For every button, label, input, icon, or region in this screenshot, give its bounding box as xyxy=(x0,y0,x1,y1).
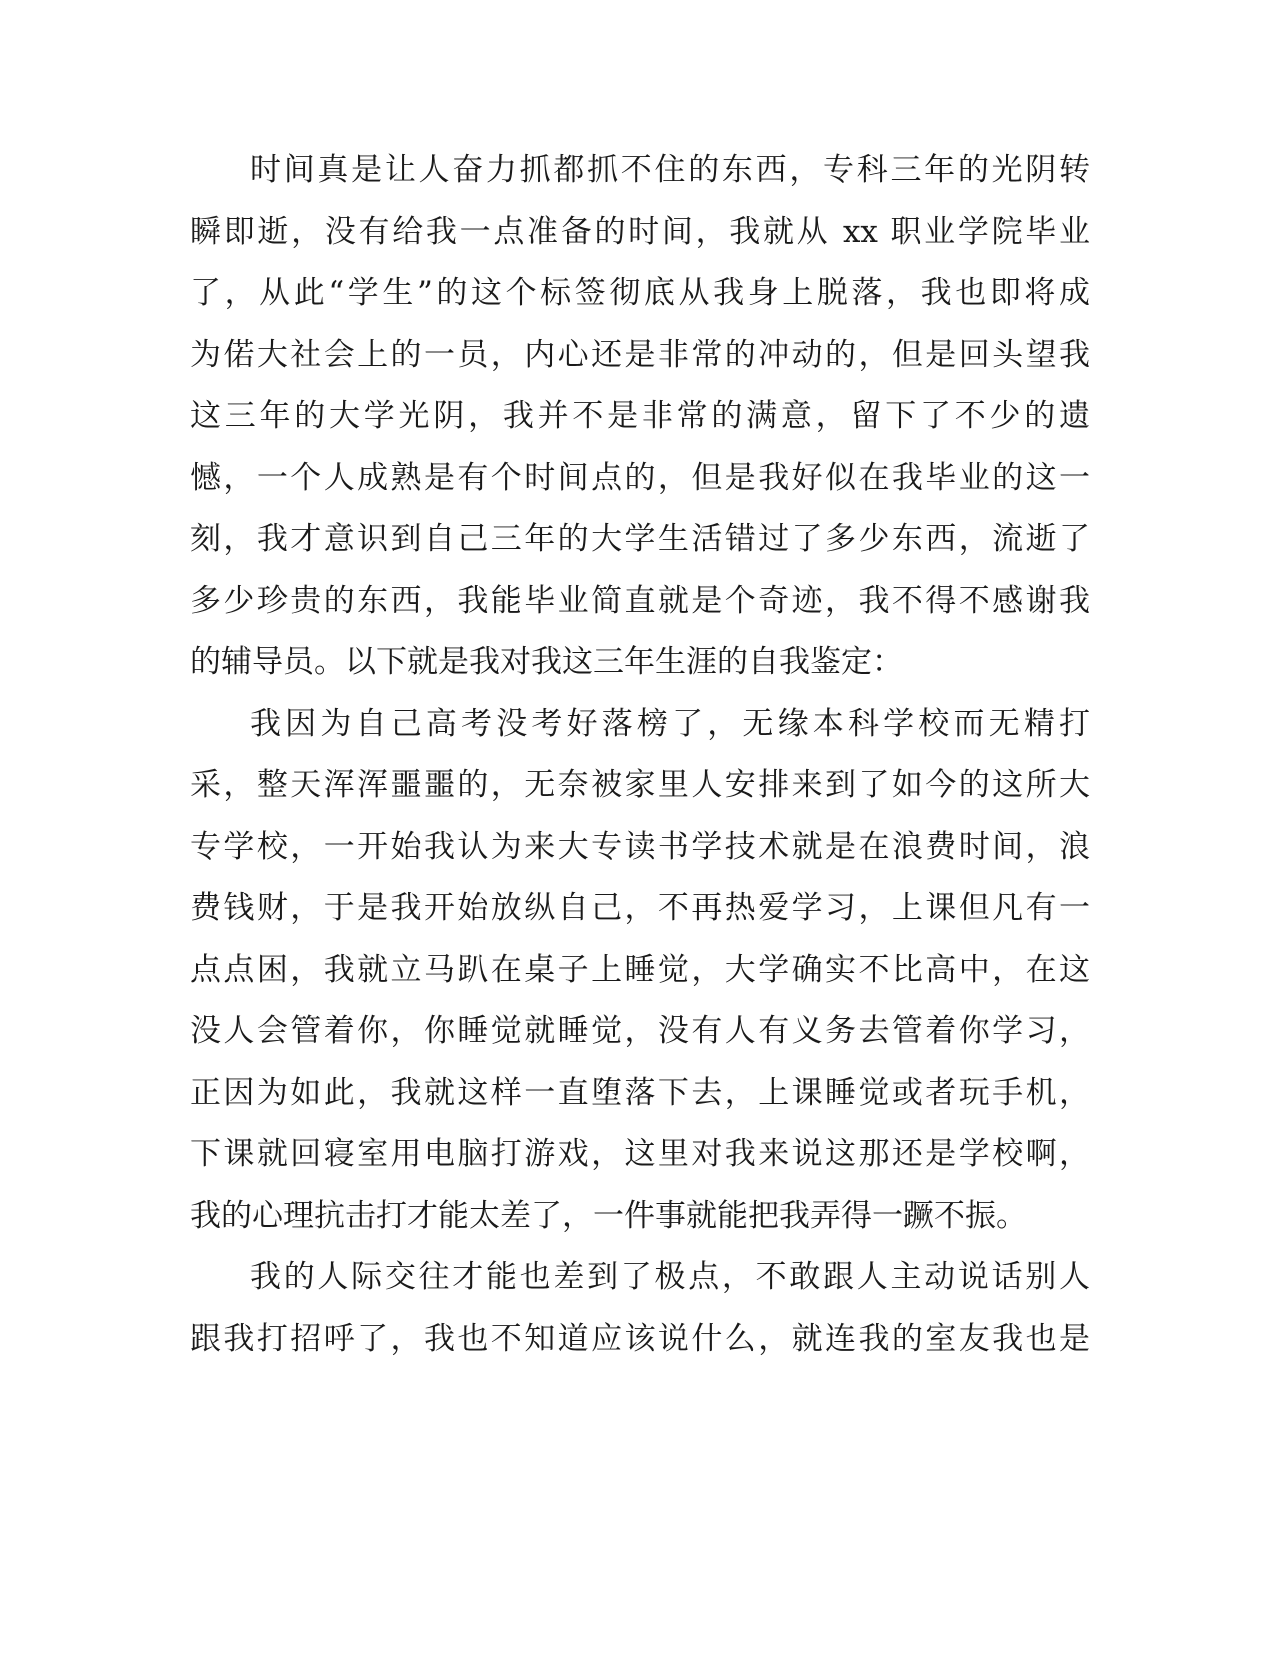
paragraph-line: 时间真是让人奋力抓都抓不住的东西，专科三年的光阴转 xyxy=(250,152,1090,188)
paragraph-line: 为偌大社会上的一员，内心还是非常的冲动的，但是回头望我 xyxy=(190,336,1090,373)
paragraph-line: 憾，一个人成熟是有个时间点的，但是我好似在我毕业的这一 xyxy=(190,459,1090,496)
paragraph-line: 了，从此“学生”的这个标签彻底从我身上脱落，我也即将成 xyxy=(190,275,1090,311)
paragraph-line: 我因为自己高考没考好落榜了，无缘本科学校而无精打 xyxy=(250,705,1090,742)
paragraph-line: 刻，我才意识到自己三年的大学生活错过了多少东西，流逝了 xyxy=(190,521,1090,557)
paragraph-line: 费钱财，于是我开始放纵自己，不再热爱学习，上课但凡有一 xyxy=(190,890,1090,926)
paragraph-1 xyxy=(190,140,1090,694)
paragraph-line: 采，整天浑浑噩噩的，无奈被家里人安排来到了如今的这所大 xyxy=(190,767,1090,803)
paragraph-line: 我的心理抗击打才能太差了，一件事就能把我弄得一蹶不振。 xyxy=(190,1197,1027,1234)
paragraph-line: 跟我打招呼了，我也不知道应该说什么，就连我的室友我也是 xyxy=(190,1320,1090,1357)
paragraph-2 xyxy=(190,694,1090,1248)
paragraph-line: 这三年的大学光阴，我并不是非常的满意，留下了不少的遗 xyxy=(190,398,1090,434)
paragraph-line: 我的人际交往才能也差到了极点，不敢跟人主动说话别人 xyxy=(250,1259,1090,1295)
paragraph-line: 瞬即逝，没有给我一点准备的时间，我就从 xx 职业学院毕业 xyxy=(190,213,1090,250)
paragraph-3 xyxy=(190,1247,1090,1370)
paragraph-line: 点点困，我就立马趴在桌子上睡觉，大学确实不比高中，在这 xyxy=(190,951,1090,988)
paragraph-line: 下课就回寝室用电脑打游戏，这里对我来说这那还是学校啊， xyxy=(190,1136,1090,1172)
paragraph-line: 专学校，一开始我认为来大专读书学技术就是在浪费时间，浪 xyxy=(190,828,1090,865)
paragraph-line: 多少珍贵的东西，我能毕业简直就是个奇迹，我不得不感谢我 xyxy=(190,582,1090,619)
document-body xyxy=(190,140,1090,1370)
paragraph-line: 没人会管着你，你睡觉就睡觉，没有人有义务去管着你学习， xyxy=(190,1013,1090,1049)
paragraph-line: 正因为如此，我就这样一直堕落下去，上课睡觉或者玩手机， xyxy=(190,1074,1090,1111)
paragraph-line: 的辅导员。以下就是我对我这三年生涯的自我鉴定： xyxy=(190,644,903,680)
